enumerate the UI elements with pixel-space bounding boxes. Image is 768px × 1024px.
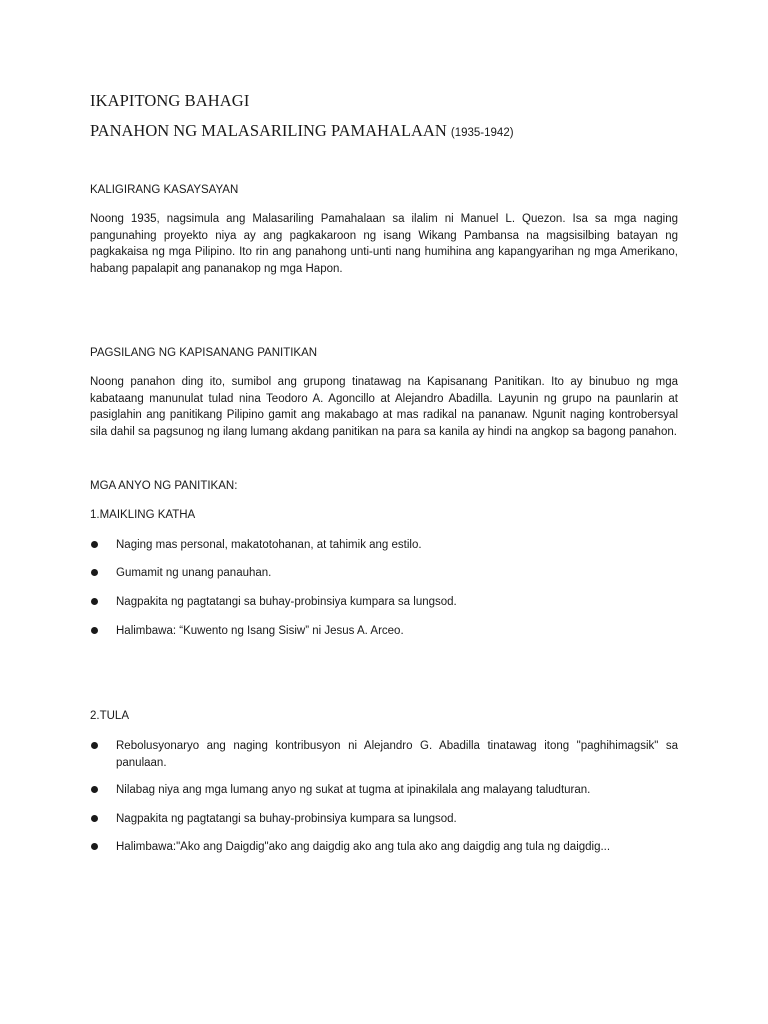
list-item-text: Nagpakita ng pagtatangi sa buhay-probinsiya kumpara sa lungsod. [116, 813, 457, 825]
list-item-text: Rebolusyonaryo ang naging kontribusyon ni Alejandro G. Abadilla tinatawag itong "paghihimagsik" sa panulaan. [116, 740, 678, 769]
forms-heading: MGA ANYO NG PANITIKAN: [90, 480, 238, 492]
chapter-years: (1935-1942) [450, 127, 514, 139]
list-item [90, 537, 678, 554]
part-title: IKAPITONG BAHAGI [90, 91, 250, 110]
list-item [90, 623, 678, 640]
bullet-icon [91, 742, 98, 749]
list-item [90, 594, 678, 611]
bullet-icon [91, 569, 98, 576]
poetry-heading: 2.TULA [90, 710, 129, 722]
list-item-text: Nilabag niya ang mga lumang anyo ng sukat at tugma at ipinakilala ang malayang taludturan. [116, 784, 591, 796]
bullet-icon [91, 627, 98, 634]
list-item [90, 811, 678, 828]
short-story-heading: 1.MAIKLING KATHA [90, 509, 196, 521]
list-item [90, 565, 678, 582]
background-heading: KALIGIRANG KASAYSAYAN [90, 184, 239, 196]
bullet-icon [91, 843, 98, 850]
founding-heading: PAGSILANG NG KAPISANANG PANITIKAN [90, 347, 318, 359]
background-paragraph: Noong 1935, nagsimula ang Malasariling Pamahalaan sa ilalim ni Manuel L. Quezon. Isa sa mga naging pangunahing proyekto niya ay ang pagkakaroon ng isang Wikang Pambansa na magsisilbing batayan ng pagkakaisa ng mga Pilipino. Ito rin ang panahong unti-unti nang humihina ang kapangyarihan ng mga Amerikano, habang papalapit ang pananakop ng mga Hapon. [90, 213, 678, 275]
list-item-text: Nagpakita ng pagtatangi sa buhay-probinsiya kumpara sa lungsod. [116, 596, 457, 608]
list-item-text: Gumamit ng unang panauhan. [116, 567, 272, 579]
founding-paragraph: Noong panahon ding ito, sumibol ang grupong tinatawag na Kapisanang Panitikan. Ito ay binubuo ng mga kabataang manunulat tulad nina Teodoro A. Agoncillo at Alejandro Abadilla. Layunin ng grupo na paunlarin at pasiglahin ang panitikang Pilipino gamit ang makabago at mas radikal na pananaw. Ngunit naging kontrobersyal sila dahil sa pagsunog ng ilang lumang akdang panitikan na para sa kanila ay hindi na angkop sa bagong panahon. [90, 376, 678, 438]
chapter-title-text: PANAHON NG MALASARILING PAMAHALAAN [90, 121, 447, 140]
bullet-icon [91, 541, 98, 548]
bullet-icon [91, 598, 98, 605]
list-item-text: Halimbawa: “Kuwento ng Isang Sisiw” ni Jesus A. Arceo. [116, 625, 404, 637]
list-item [90, 738, 678, 771]
list-item [90, 839, 678, 856]
bullet-icon [91, 815, 98, 822]
list-item [90, 782, 678, 799]
bullet-icon [91, 786, 98, 793]
list-item-text: Halimbawa:"Ako ang Daigdig"ako ang daigdig ako ang tula ako ang daigdig ang tula ng daigdig... [116, 841, 611, 853]
chapter-title [90, 121, 514, 141]
list-item-text: Naging mas personal, makatotohanan, at tahimik ang estilo. [116, 539, 422, 551]
